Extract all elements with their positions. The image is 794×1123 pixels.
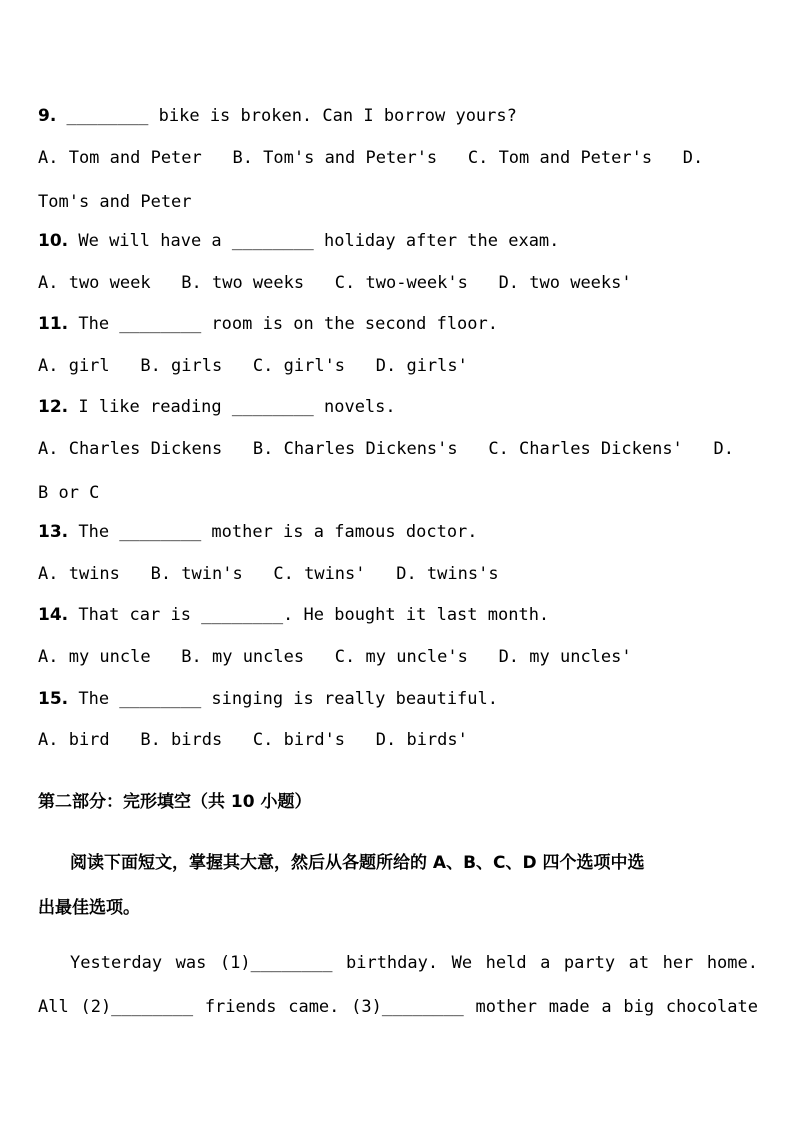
- question-15: [38, 687, 498, 711]
- question-13-options: A. twins B. twin's C. twins' D. twins's: [38, 564, 499, 584]
- question-stem: That car is ________. He bought it last month.: [68, 605, 550, 625]
- section-instruction: 阅读下面短文，掌握其大意，然后从各题所给的 A、B、C、D 四个选项中选: [70, 853, 645, 873]
- question-12: [38, 395, 396, 419]
- question-15-options: A. bird B. birds C. bird's D. birds': [38, 730, 468, 750]
- question-stem: The ________ mother is a famous doctor.: [68, 522, 478, 542]
- question-10: [38, 229, 559, 253]
- passage-line-1: Yesterday was (1)________ birthday. We held a party at her home.: [70, 953, 758, 973]
- question-number: 14.: [38, 605, 69, 625]
- question-number: 10.: [38, 231, 69, 251]
- question-10-options: A. two week B. two weeks C. two-week's D. two weeks': [38, 273, 632, 293]
- question-14-options: A. my uncle B. my uncles C. my uncle's D. my uncles': [38, 647, 632, 667]
- question-number: 9.: [38, 106, 57, 126]
- question-14: [38, 603, 549, 627]
- question-9: [38, 104, 517, 128]
- question-12-options: A. Charles Dickens B. Charles Dickens's C. Charles Dickens' D.: [38, 439, 734, 459]
- section-instruction-cont: 出最佳选项。: [38, 898, 140, 918]
- question-12-options-cont: B or C: [38, 483, 100, 503]
- question-9-options: A. Tom and Peter B. Tom's and Peter's C. Tom and Peter's D.: [38, 148, 704, 168]
- question-stem: ________ bike is broken. Can I borrow yours?: [56, 106, 517, 126]
- question-11-options: A. girl B. girls C. girl's D. girls': [38, 356, 468, 376]
- section-title: 第二部分：完形填空（共 10 小题）: [38, 792, 312, 812]
- question-number: 15.: [38, 689, 69, 709]
- question-stem: I like reading ________ novels.: [68, 397, 396, 417]
- question-number: 11.: [38, 314, 69, 334]
- question-number: 12.: [38, 397, 69, 417]
- question-stem: The ________ singing is really beautiful.: [68, 689, 498, 709]
- question-9-options-cont: Tom's and Peter: [38, 192, 192, 212]
- question-11: [38, 312, 498, 336]
- question-stem: We will have a ________ holiday after the exam.: [68, 231, 560, 251]
- passage-line-2: All (2)________ friends came. (3)________ mother made a big chocolate: [38, 997, 758, 1017]
- question-13: [38, 520, 478, 544]
- question-number: 13.: [38, 522, 69, 542]
- question-stem: The ________ room is on the second floor.: [68, 314, 498, 334]
